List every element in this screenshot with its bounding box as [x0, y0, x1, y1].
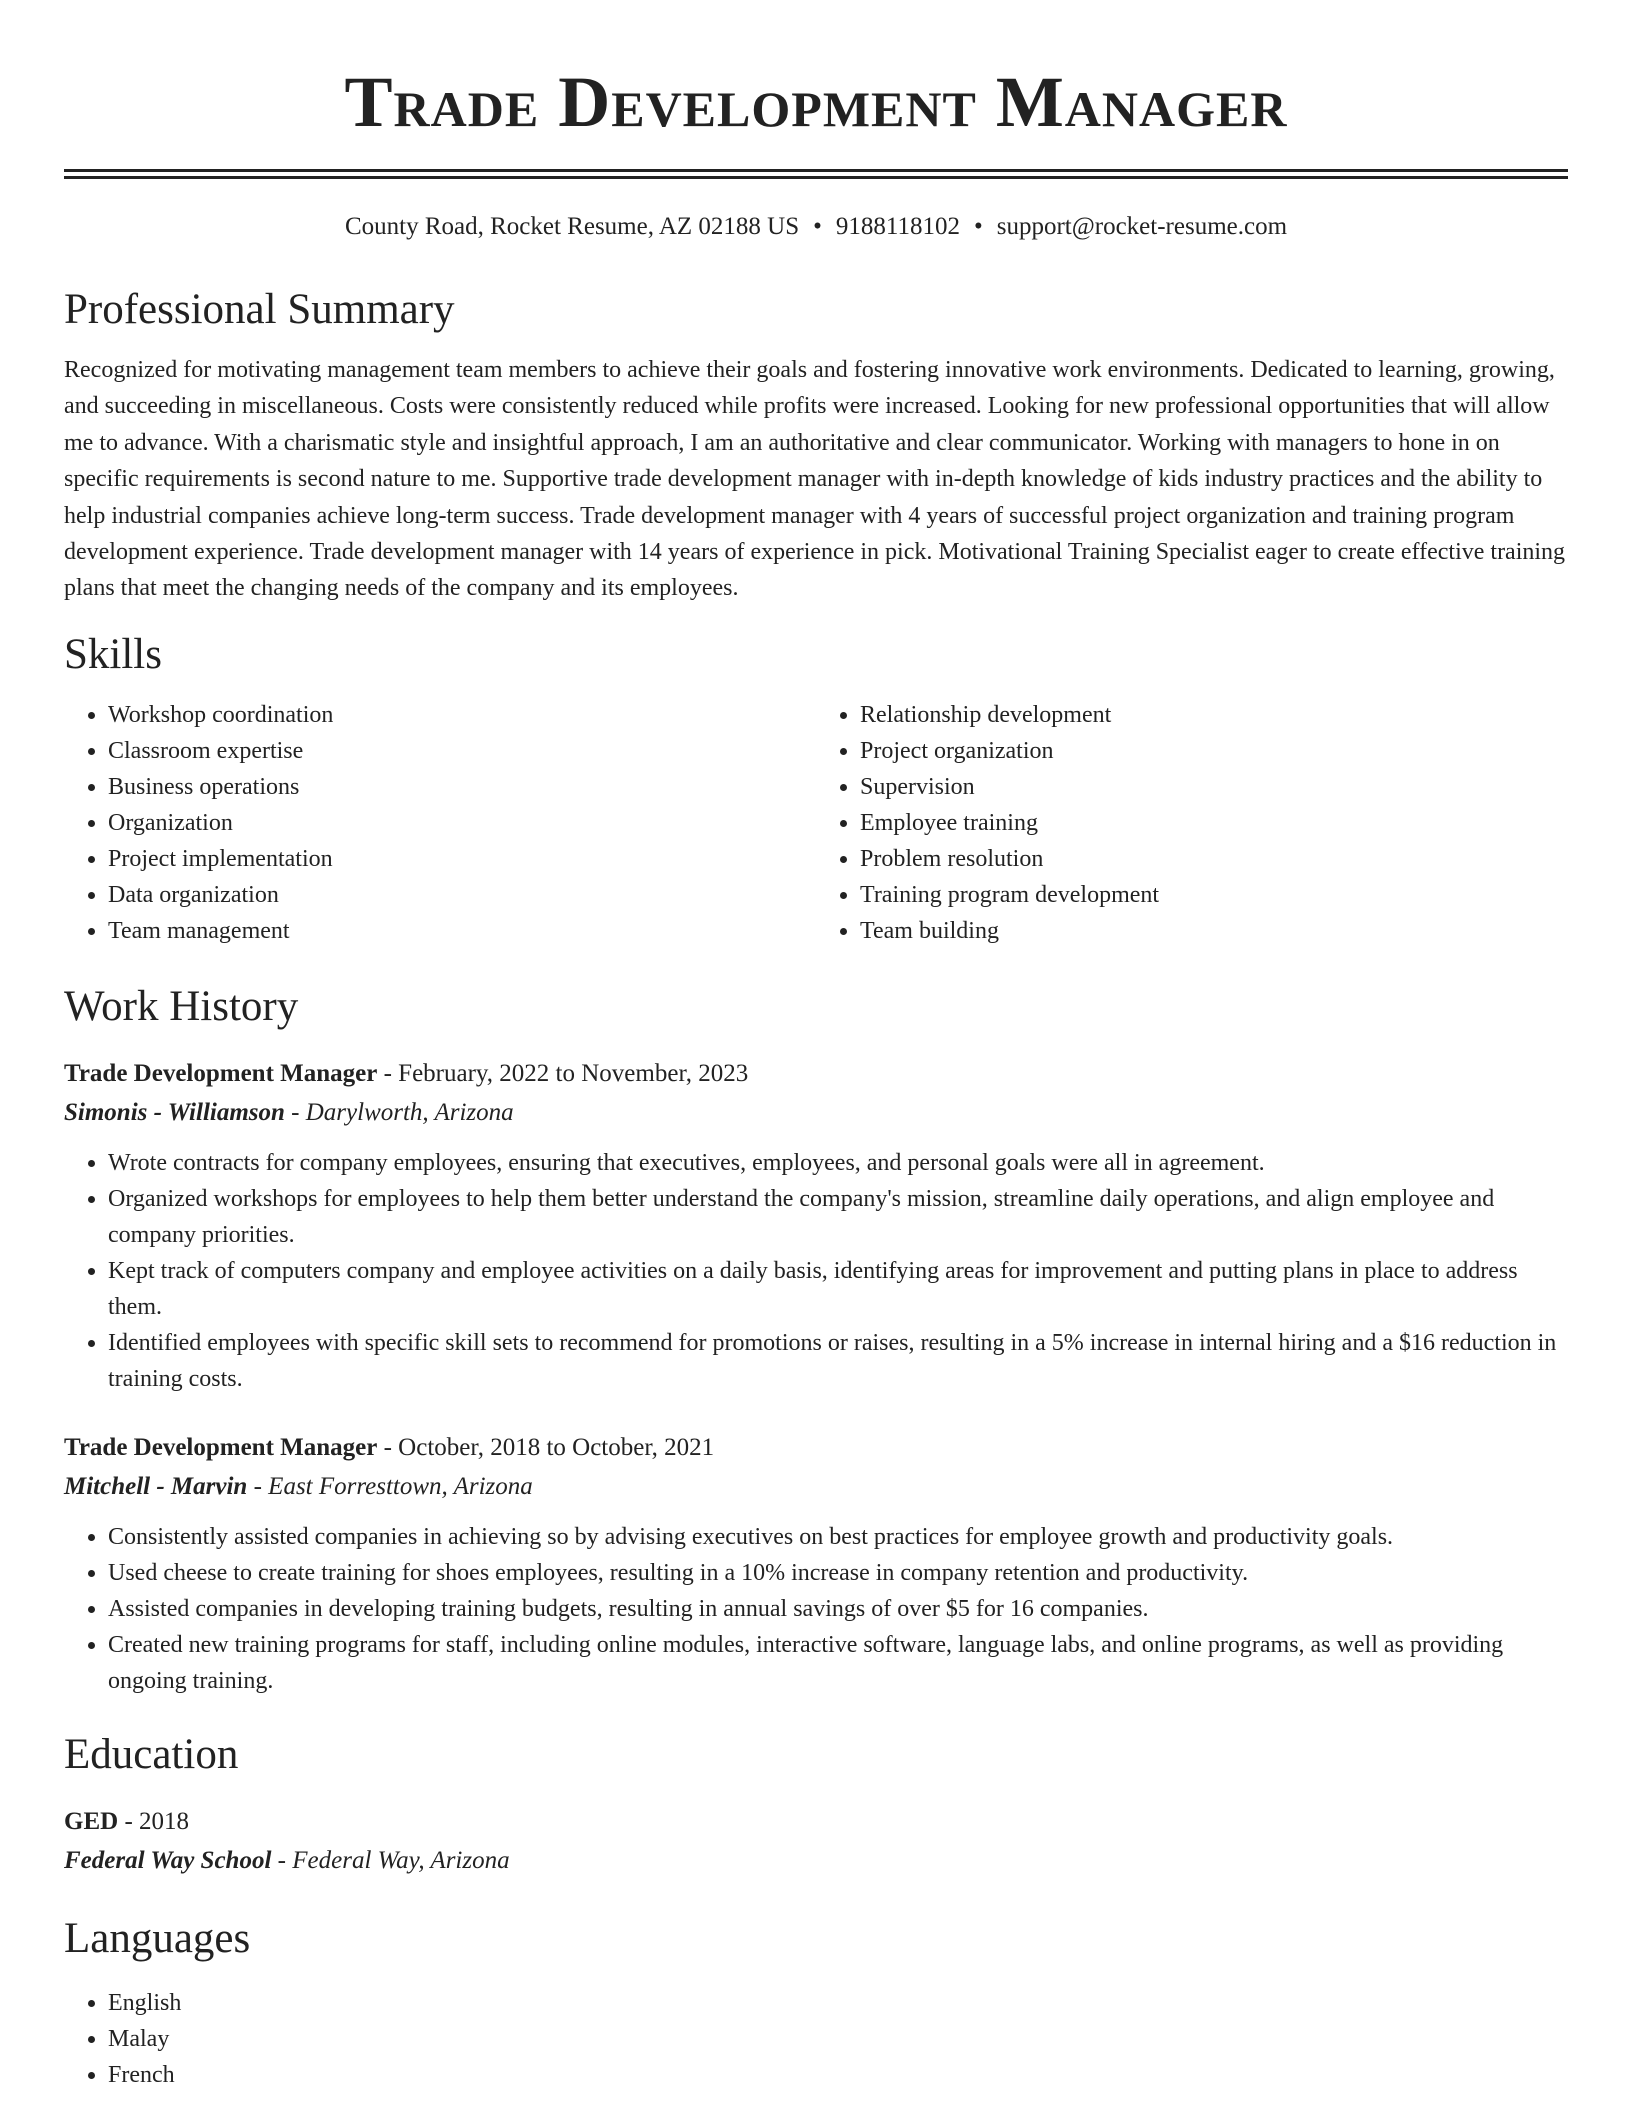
job-bullets [64, 1519, 1568, 1699]
skill-item: • Classroom expertise [108, 733, 816, 769]
school-location: - Federal Way, Arizona [271, 1846, 510, 1874]
skill-item: • Organization [108, 805, 816, 841]
header-double-rule [64, 169, 1568, 179]
section-heading-skills: Skills [64, 630, 162, 678]
school-line [64, 1841, 1568, 1881]
language-item: • French [108, 2057, 1568, 2093]
job-dates: - February, 2022 to November, 2023 [377, 1059, 749, 1087]
job-bullet: • Kept track of computers company and employee activities on a daily basis, identifying areas for improvement and putting plans in place to address them. [108, 1253, 1568, 1325]
section-heading-summary: Professional Summary [64, 286, 455, 333]
section-heading-languages: Languages [64, 1914, 251, 1962]
company-line [64, 1093, 1568, 1133]
job-title-line [64, 1055, 1568, 1093]
company-location: - Darylworth, Arizona [284, 1098, 514, 1126]
job-entry [64, 1055, 1568, 1397]
skill-item: • Team building [860, 913, 1568, 949]
skill-item: • Data organization [108, 877, 816, 913]
skill-item: • Project implementation [108, 841, 816, 877]
company-name: Simonis - Williamson [64, 1098, 285, 1126]
skill-item: • Relationship development [860, 697, 1568, 733]
skill-item: • Team management [108, 913, 816, 949]
degree-year: - 2018 [118, 1807, 190, 1835]
company-location: - East Forresttown, Arizona [247, 1472, 533, 1500]
skills-list-left [64, 697, 816, 949]
contact-address: County Road, Rocket Resume, AZ 02188 US [344, 213, 800, 240]
skill-item: • Employee training [860, 805, 1568, 841]
language-item: • Malay [108, 2021, 1568, 2057]
contact-separator: • [973, 213, 983, 240]
skill-item: • Training program development [860, 877, 1568, 913]
job-bullets [64, 1145, 1568, 1397]
skill-item: • Project organization [860, 733, 1568, 769]
job-title-line [64, 1429, 1568, 1467]
job-bullet: • Consistently assisted companies in achieving so by advising executives on best practices for employee growth and productivity goals. [108, 1519, 1568, 1555]
job-bullet: • Used cheese to create training for shoes employees, resulting in a 10% increase in company retention and productivity. [108, 1555, 1568, 1591]
skills-list-right [816, 697, 1568, 949]
job-bullet: • Wrote contracts for company employees, ensuring that executives, employees, and personal goals were all in agreement. [108, 1145, 1568, 1181]
company-line [64, 1467, 1568, 1507]
job-bullet: • Organized workshops for employees to help them better understand the company's mission, streamline daily operations, and align employee and company priorities. [108, 1181, 1568, 1253]
skill-item: • Problem resolution [860, 841, 1568, 877]
contact-email: support@rocket-resume.com [996, 213, 1288, 240]
degree-line [64, 1803, 1568, 1841]
school-name: Federal Way School [64, 1846, 272, 1874]
skill-item: • Workshop coordination [108, 697, 816, 733]
job-title: Trade Development Manager [64, 1059, 378, 1087]
resume-name-title: Trade Development Manager [344, 62, 1288, 142]
section-heading-education: Education [64, 1730, 239, 1778]
section-heading-work-history: Work History [64, 982, 299, 1030]
job-entry [64, 1429, 1568, 1699]
education-entry [64, 1803, 1568, 1881]
skill-item: • Supervision [860, 769, 1568, 805]
contact-separator: • [813, 213, 822, 240]
contact-phone: 9188118102 [835, 213, 960, 240]
skills-columns [64, 697, 1568, 949]
contact-line [64, 210, 1568, 244]
skill-item: • Business operations [108, 769, 816, 805]
job-bullet: • Assisted companies in developing training budgets, resulting in annual savings of over $5 for 16 companies. [108, 1591, 1568, 1627]
degree-name: GED [64, 1807, 119, 1835]
job-title: Trade Development Manager [64, 1433, 378, 1461]
summary-text: Recognized for motivating management team members to achieve their goals and fostering innovative work environments. Dedicated to learning, growing, and succeeding in miscellaneous. Costs were consistently reduced while profits were increased. Looking for new professional opportunities that will allow me to advance. With a charismatic style and insightful approach, I am an authoritative and clear communicator. Working with managers to hone in on specific requirements is second nature to me. Supportive trade development manager with in-depth knowledge of kids industry practices and the ability to help industrial companies achieve long-term success. Trade development manager with 4 years of successful project organization and training program development experience. Trade development manager with 14 years of experience in pick. Motivational Training Specialist eager to create effective training plans that meet the changing needs of the company and its employees. [64, 357, 1566, 602]
languages-list [64, 1985, 1568, 2093]
language-item: • English [108, 1985, 1568, 2021]
job-dates: - October, 2018 to October, 2021 [377, 1433, 715, 1461]
company-name: Mitchell - Marvin [64, 1472, 248, 1500]
job-bullet: • Created new training programs for staff, including online modules, interactive software, language labs, and online programs, as well as providing ongoing training. [108, 1627, 1568, 1699]
job-bullet: • Identified employees with specific skill sets to recommend for promotions or raises, resulting in a 5% increase in internal hiring and a $16 reduction in training costs. [108, 1325, 1568, 1397]
